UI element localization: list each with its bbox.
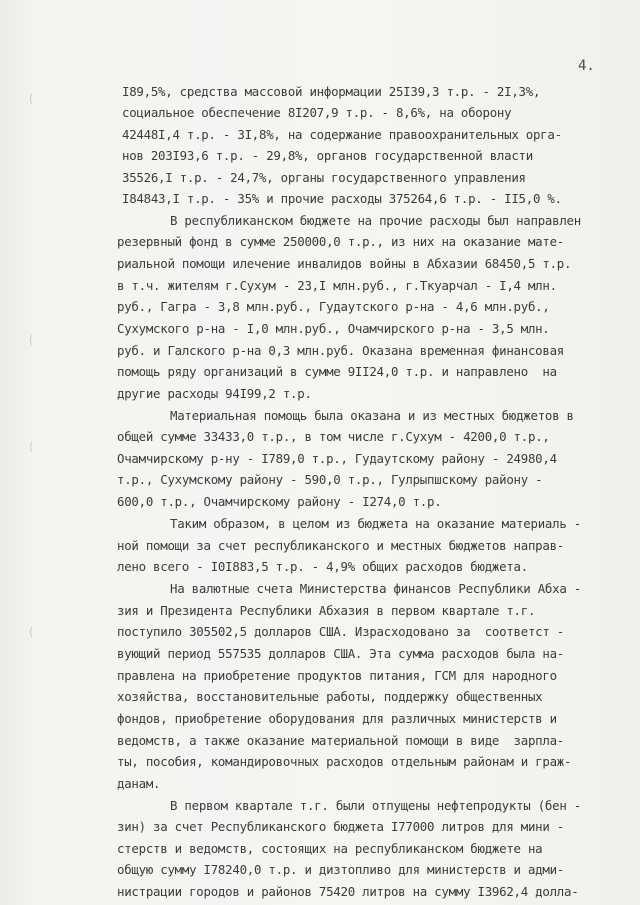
text-line: вующий период 557535 долларов США. Эта сумма расходов была на- <box>117 646 565 661</box>
text-line: 42448I,4 т.р. - 3I,8%, на содержание правоохранительных орга- <box>122 127 562 142</box>
text-line: помощь ряду организаций в сумме 9II24,0 т.р. и направлено на <box>117 364 557 379</box>
text-line: нистрации городов и районов 75420 литров на сумму I3962,4 долла- <box>117 884 579 899</box>
binder-hole-mark <box>30 440 39 454</box>
text-line: ведомств, а также оказание материальной помощи в виде зарпла- <box>117 733 565 748</box>
text-line: зин) за счет Республиканского бюджета I77000 литров для мини - <box>117 819 565 834</box>
text-line: т.р., Сухумскому району - 590,0 т.р., Гулрыпшскому району - <box>117 472 543 487</box>
text-line: Сухумского р-на - I,0 млн.руб., Очамчирского р-на - 3,5 млн. <box>117 321 550 336</box>
text-line: социальное обеспечение 8I207,9 т.р. - 8,6%, на оборону <box>122 105 512 120</box>
text-line: Очамчирскому р-ну - I789,0 т.р., Гудаутскому району - 24980,4 <box>117 451 557 466</box>
text-line: руб. и Галского р-на 0,3 млн.руб. Оказана временная финансовая <box>117 343 565 358</box>
text-line: Таким образом, в целом из бюджета на оказание материаль - <box>170 516 581 531</box>
text-line: в т.ч. жителям г.Сухум - 23,I млн.руб., г.Ткуарчал - I,4 млн. <box>117 278 557 293</box>
text-line: нов 203I93,6 т.р. - 29,8%, органов государственной власти <box>122 148 533 163</box>
text-line: риальной помощи илечение инвалидов войны в Абхазии 68450,5 т.р. <box>117 256 572 271</box>
text-line: фондов, приобретение оборудования для различных министерств и <box>117 711 557 726</box>
text-line: 600,0 т.р., Очамчирскому району - I274,0 т.р. <box>117 494 442 509</box>
text-line: другие расходы 94I99,2 т.р. <box>117 386 312 401</box>
text-line: поступило 305502,5 долларов США. Израсходовано за соответст - <box>117 624 565 639</box>
text-line: общую сумму I78240,0 т.р. и дизтопливо для министерств и адми- <box>117 862 565 877</box>
page-number: 4. <box>578 58 595 74</box>
text-line: ты, пособия, командировочных расходов отдельным районам и граж- <box>117 754 572 769</box>
text-line: 35526,I т.р. - 24,7%, органы государственного управления <box>122 170 526 185</box>
text-line: I84843,I т.р. - 35% и прочие расходы 375264,6 т.р. - II5,0 %. <box>122 191 562 206</box>
text-line: хозяйства, восстановительные работы, поддержку общественных <box>117 689 543 704</box>
text-line: зия и Президента Республики Абхазия в первом квартале т.г. <box>117 603 536 618</box>
text-line: Материальная помощь была оказана и из местных бюджетов в <box>170 408 574 423</box>
binder-hole-mark <box>30 333 39 347</box>
text-line: ной помощи за счет республиканского и местных бюджетов направ- <box>117 538 565 553</box>
text-line: общей сумме 33433,0 т.р., в том числе г.Сухум - 4200,0 т.р., <box>117 429 550 444</box>
text-line: В республиканском бюджете на прочие расходы был направлен <box>170 213 581 228</box>
text-line: резервный фонд в сумме 250000,0 т.р., из них на оказание мате- <box>117 234 565 249</box>
binder-hole-mark <box>30 625 39 639</box>
text-line: В первом квартале т.г. были отпущены нефтепродукты (бен - <box>170 798 581 813</box>
text-line: лено всего - I0I883,5 т.р. - 4,9% общих расходов бюджета. <box>117 559 528 574</box>
binder-hole-mark <box>30 92 39 106</box>
text-line: На валютные счета Министерства финансов Республики Абха - <box>170 581 581 596</box>
text-line: данам. <box>117 776 161 791</box>
text-line: правлена на приобретение продуктов питания, ГСМ для народного <box>117 668 557 683</box>
text-line: I89,5%, средства массовой информации 25I39,3 т.р. - 2I,3%, <box>122 84 541 99</box>
text-line: руб., Гагра - 3,8 млн.руб., Гудаутского р-на - 4,6 млн.руб., <box>117 299 550 314</box>
text-line: стерств и ведомств, состоящих на республиканском бюджете на <box>117 841 543 856</box>
